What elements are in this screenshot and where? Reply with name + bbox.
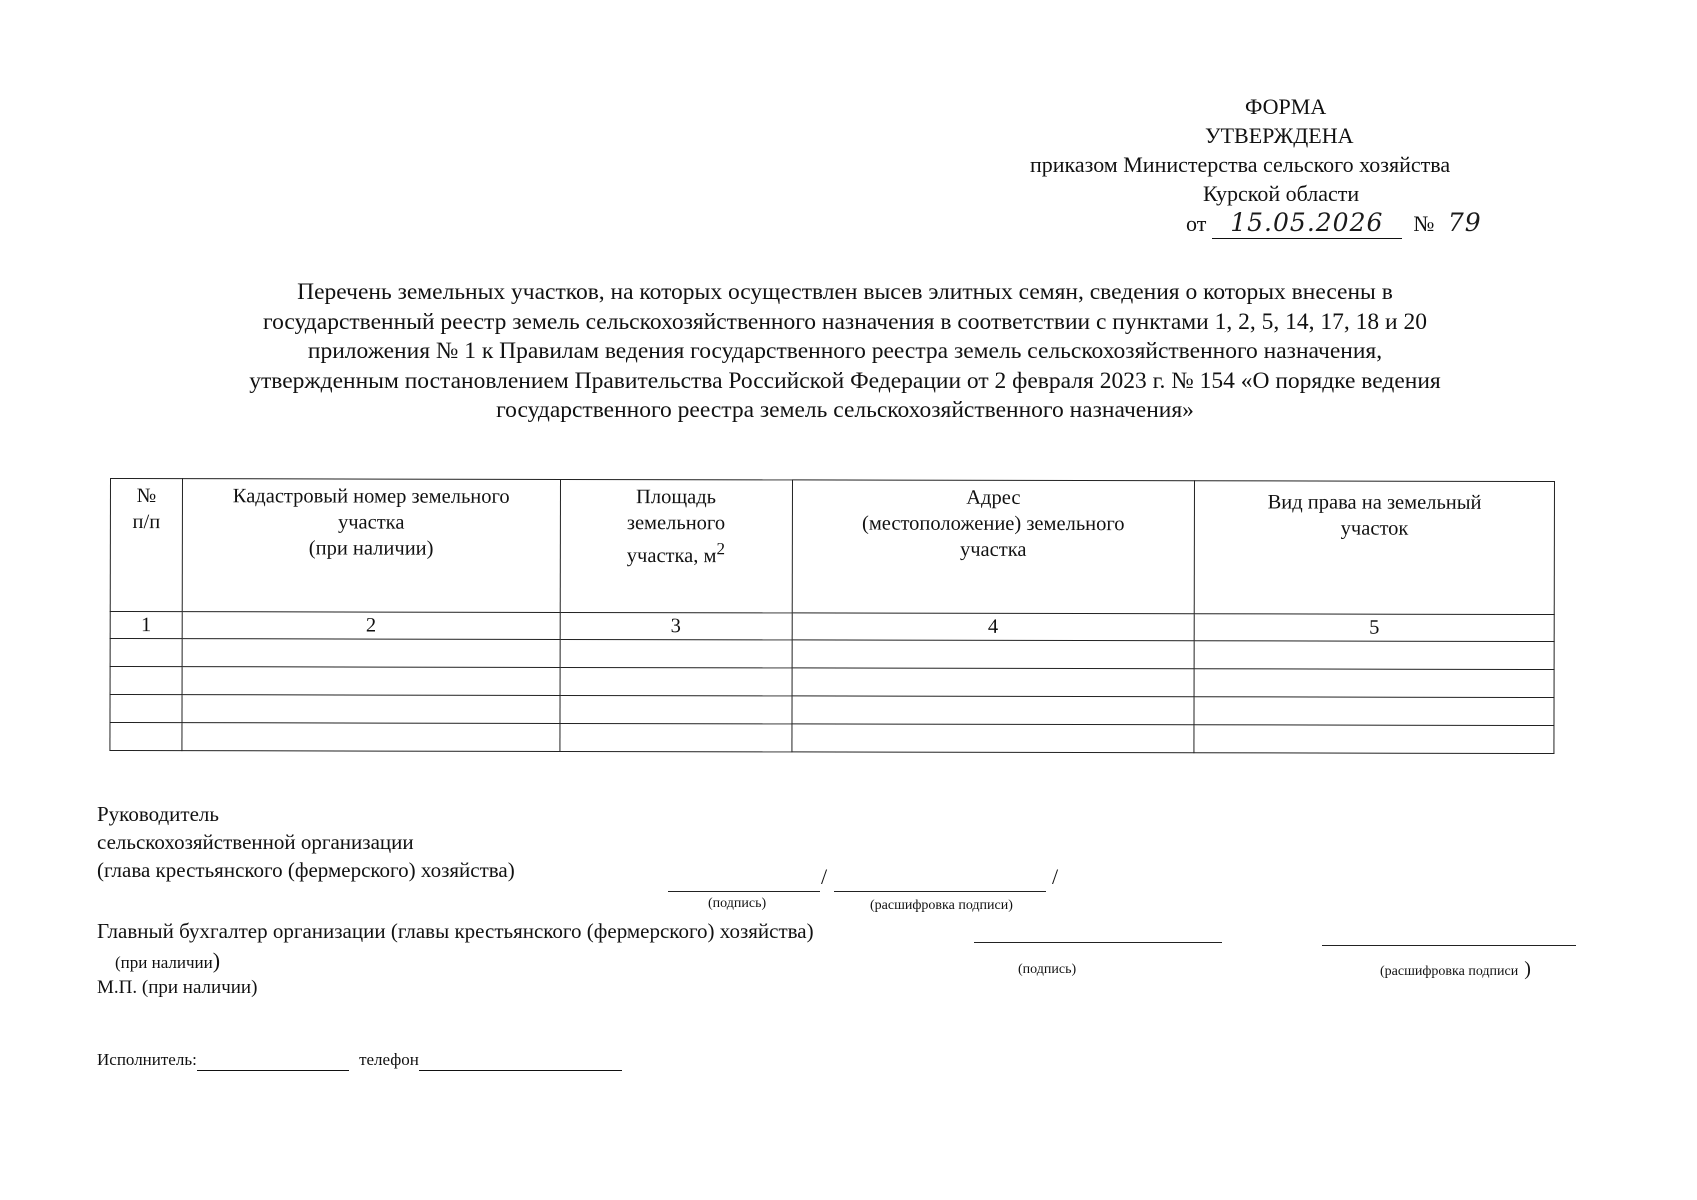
empty-cell[interactable] — [792, 696, 1195, 725]
title-line: государственный реестр земель сельскохозяйственного назначения в соответствии с пунктами 1, 2, 5, 14, 17, 18 и 20 — [263, 308, 1427, 335]
accountant-decode-caption: (расшифровка подписи ) — [1380, 958, 1531, 980]
empty-cell[interactable] — [110, 667, 182, 695]
head-decode-line[interactable] — [834, 891, 1046, 892]
column-number: 5 — [1194, 614, 1554, 642]
header-cell-right-type: Вид права на земельный участок — [1194, 481, 1554, 615]
empty-cell[interactable] — [560, 667, 792, 695]
signature-caption: (подпись) — [708, 896, 767, 911]
header-cell-number: № п/п — [110, 479, 182, 612]
form-label: ФОРМА — [1245, 94, 1327, 119]
header-cell-area: Площадь земельного участка, $м^2$ — [560, 479, 792, 612]
number-prefix: № — [1413, 211, 1435, 236]
stamp-note: М.П. (при наличии) — [97, 977, 258, 998]
signature-slash-end: / — [1052, 864, 1059, 889]
empty-cell[interactable] — [1194, 725, 1554, 754]
head-signature-line[interactable] — [668, 891, 820, 892]
title-line: утвержденным постановлением Правительства Российской Федерации от 2 февраля 2023 г. № 154 «О порядке ведения — [249, 367, 1441, 394]
empty-cell[interactable] — [560, 639, 792, 667]
empty-cell[interactable] — [1194, 641, 1554, 670]
title-line: государственного реестра земель сельскохозяйственного назначения» — [496, 397, 1194, 423]
accountant-signature-line[interactable] — [974, 942, 1222, 943]
accountant-label: Главный бухгалтер организации (главы крестьянского (фермерского) хозяйства) — [97, 919, 814, 943]
accountant-signature-caption: (подпись) — [1018, 962, 1077, 977]
approved-label: УТВЕРЖДЕНА — [1205, 123, 1354, 148]
empty-cell[interactable] — [792, 668, 1195, 697]
document-title — [95, 278, 1595, 426]
empty-cell[interactable] — [182, 723, 560, 752]
date-number-line — [1186, 208, 1570, 239]
empty-cell[interactable] — [182, 695, 560, 724]
empty-cell[interactable] — [110, 723, 182, 751]
empty-cell[interactable] — [182, 667, 560, 696]
empty-cell[interactable] — [792, 640, 1195, 669]
accountant-decode-line[interactable] — [1322, 945, 1576, 946]
number-handwritten: 79 — [1447, 208, 1482, 237]
table-row — [110, 723, 1554, 754]
approval-header — [1010, 92, 1570, 239]
table-row — [110, 695, 1554, 726]
table-header-row — [110, 479, 1554, 615]
land-plots-table — [109, 478, 1555, 754]
title-line: Перечень земельных участков, на которых осуществлен высев элитных семян, сведения о которых внесены в — [297, 279, 1393, 305]
column-number: 3 — [560, 612, 792, 639]
header-cell-cadastral: Кадастровый номер земельного участка (при наличии) — [182, 479, 560, 613]
empty-cell[interactable] — [560, 723, 792, 751]
empty-cell[interactable] — [1194, 669, 1554, 698]
column-number: 1 — [110, 612, 182, 639]
executor-field[interactable] — [197, 1050, 349, 1071]
table-row — [110, 639, 1554, 670]
signature-slash: / — [821, 864, 828, 889]
executor-line: Исполнитель: телефон — [97, 1050, 622, 1071]
order-line: приказом Министерства сельского хозяйства — [1030, 152, 1451, 177]
empty-cell[interactable] — [791, 724, 1194, 753]
column-number: 2 — [182, 612, 560, 640]
title-line: приложения № 1 к Правилам ведения государственного реестра земель сельскохозяйственного назначения, — [307, 338, 1383, 364]
empty-cell[interactable] — [110, 639, 182, 667]
column-number: 4 — [792, 613, 1195, 641]
empty-cell[interactable] — [182, 639, 560, 668]
head-signature-label: Руководитель сельскохозяйственной организации (глава крестьянского (фермерского) хозяйства) — [97, 802, 515, 882]
date-handwritten: 15.05.2026 — [1230, 208, 1384, 237]
empty-cell[interactable] — [110, 695, 182, 723]
column-number-row — [110, 612, 1554, 642]
date-field — [1212, 208, 1402, 239]
decode-caption: (расшифровка подписи) — [870, 898, 1013, 913]
date-prefix: от — [1186, 211, 1207, 236]
region-line: Курской области — [1203, 181, 1360, 206]
empty-cell[interactable] — [1194, 697, 1554, 726]
if-any-note: (при наличии) — [115, 948, 221, 973]
header-cell-address: Адрес (местоположение) земельного участка — [792, 480, 1195, 614]
phone-field[interactable] — [419, 1050, 622, 1071]
table-row — [110, 667, 1554, 698]
empty-cell[interactable] — [560, 695, 792, 723]
